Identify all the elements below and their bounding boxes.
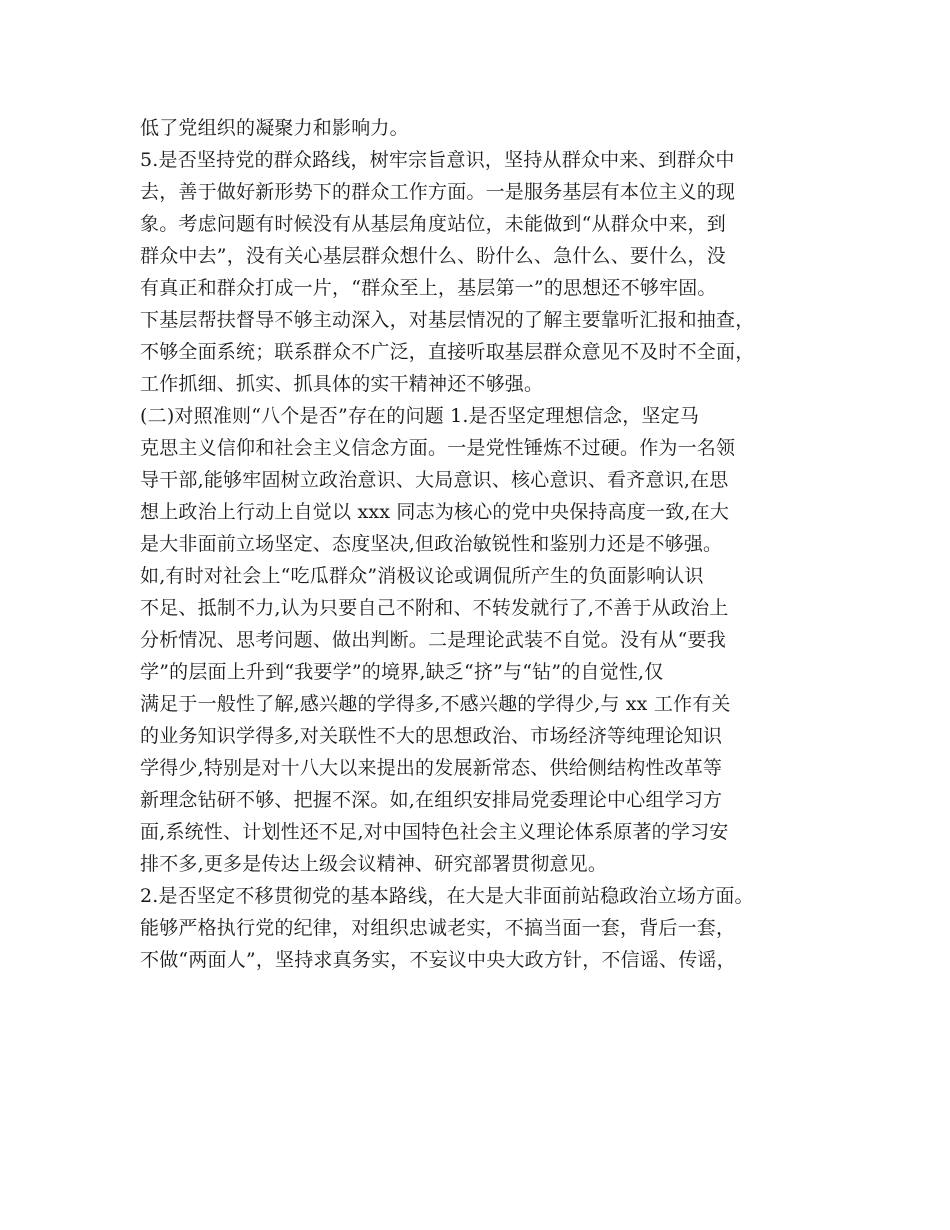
- text-line: 有真正和群众打成一片，“群众至上，基层第一”的思想还不够牢固。: [140, 277, 717, 299]
- text-line: 不足、抵制不力,认为只要自己不附和、不转发就行了,不善于从政治上: [140, 597, 729, 619]
- text-line: 不够全面系统；联系群众不广泛，直接听取基层群众意见不及时不全面，: [140, 341, 755, 363]
- text-line: 想上政治上行动上自觉以 xxx 同志为核心的党中央保持高度一致,在大: [140, 501, 730, 523]
- text-line: 低了党组织的凝聚力和影响力。: [140, 117, 409, 139]
- text-line: 工作抓细、抓实、抓具体的实干精神还不够强。: [140, 373, 544, 395]
- text-line: 是大非面前立场坚定、态度坚决,但政治敏锐性和鉴别力还是不够强。: [140, 533, 723, 555]
- text-line: 学”的层面上升到“我要学”的境界,缺乏“挤”与“钻”的自觉性,仅: [140, 661, 664, 683]
- text-line: 群众中去”，没有关心基层群众想什么、盼什么、急什么、要什么，没: [140, 245, 726, 267]
- text-line: 分析情况、思考问题、做出判断。二是理论武装不自觉。没有从“要我: [140, 629, 726, 651]
- text-line: 象。考虑问题有时候没有从基层角度站位，未能做到“从群众中来，到: [140, 213, 726, 235]
- text-line: (二)对照准则“八个是否”存在的问题 1.是否坚定理想信念，坚定马: [140, 405, 700, 427]
- text-line: 下基层帮扶督导不够主动深入，对基层情况的了解主要靠听汇报和抽查，: [140, 309, 755, 331]
- text-line: 去，善于做好新形势下的群众工作方面。一是服务基层有本位主义的现: [140, 181, 736, 203]
- document-body: [140, 112, 830, 976]
- text-line: 导干部,能够牢固树立政治意识、大局意识、核心意识、看齐意识,在思: [140, 469, 729, 491]
- text-line: 如,有时对社会上“吃瓜群众”消极议论或调侃所产生的负面影响认识: [140, 565, 704, 587]
- text-line: 排不多,更多是传达上级会议精神、研究部署贯彻意见。: [140, 853, 608, 875]
- text-line: 的业务知识学得多,对关联性不大的思想政治、市场经济等纯理论知识: [140, 725, 723, 747]
- text-line: 满足于一般性了解,感兴趣的学得多,不感兴趣的学得少,与 xx 工作有关: [140, 693, 731, 715]
- text-line: 不做“两面人”，坚持求真务实，不妄议中央大政方针，不信谣、传谣，: [140, 949, 736, 971]
- text-line: 面,系统性、计划性还不足,对中国特色社会主义理论体系原著的学习安: [140, 821, 729, 843]
- text-line: 新理念钻研不够、把握不深。如,在组织安排局党委理论中心组学习方: [140, 789, 723, 811]
- text-line: 2.是否坚定不移贯彻党的基本路线，在大是大非面前站稳政治立场方面。: [140, 885, 754, 907]
- text-line: 克思主义信仰和社会主义信念方面。一是党性锤炼不过硬。作为一名领: [140, 437, 736, 459]
- text-line: 能够严格执行党的纪律，对组织忠诚老实，不搞当面一套，背后一套，: [140, 917, 736, 939]
- text-line: 5.是否坚持党的群众路线，树牢宗旨意识，坚持从群众中来、到群众中: [140, 149, 735, 171]
- text-line: 学得少,特别是对十八大以来提出的发展新常态、供给侧结构性改革等: [140, 757, 723, 779]
